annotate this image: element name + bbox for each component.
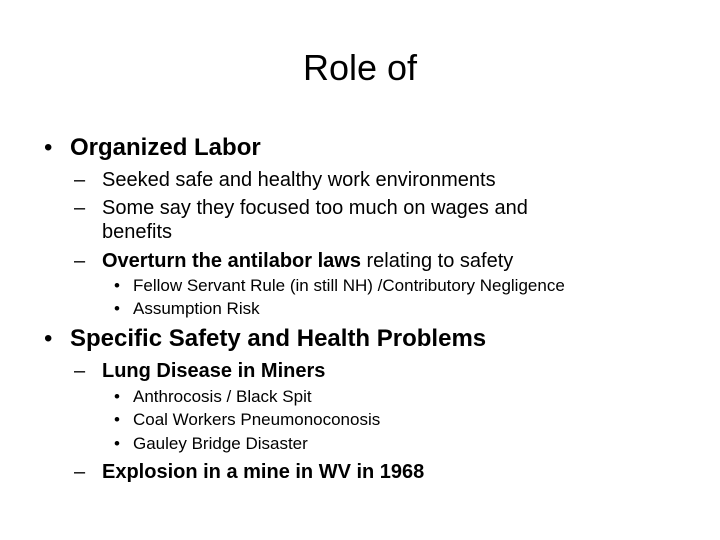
list-item-explosion: Explosion in a mine in WV in 1968 (102, 461, 425, 483)
bullet-marker: • (114, 299, 120, 318)
list-item-lung-disease: Lung Disease in Miners (102, 360, 326, 382)
subitem-fellow-servant-rule: Fellow Servant Rule (in still NH) /Contributory Negligence (133, 276, 565, 295)
bullet-marker: • (44, 134, 53, 161)
subitem-coal-workers: Coal Workers Pneumonoconosis (133, 410, 381, 429)
subitem-anthrocosis: Anthrocosis / Black Spit (133, 387, 312, 406)
dash-marker: – (74, 360, 86, 382)
subitem-assumption-risk: Assumption Risk (133, 299, 260, 318)
bullet-marker: • (114, 276, 120, 295)
bullet-marker: • (114, 410, 120, 429)
list-item-antilabor-rest: relating to safety (360, 250, 514, 272)
list-item-antilabor-laws (102, 249, 513, 273)
list-item-work-environments: Seeked safe and healthy work environments (102, 169, 496, 191)
list-item-antilabor-bold: Overturn the antilabor laws (102, 250, 361, 272)
list-item-wages-line2: benefits (102, 221, 173, 243)
subitem-gauley-bridge: Gauley Bridge Disaster (133, 434, 308, 453)
dash-marker: – (74, 169, 86, 191)
dash-marker: – (74, 250, 86, 272)
section-heading-organized-labor: Organized Labor (70, 134, 261, 161)
slide-title: Role of (302, 47, 418, 88)
bullet-marker: • (114, 434, 120, 453)
dash-marker: – (74, 461, 86, 483)
bullet-marker: • (44, 325, 53, 352)
section-heading-safety-health: Specific Safety and Health Problems (70, 325, 487, 352)
bullet-marker: • (114, 387, 120, 406)
list-item-wages-line1: Some say they focused too much on wages and (102, 197, 528, 219)
dash-marker: – (74, 197, 86, 219)
